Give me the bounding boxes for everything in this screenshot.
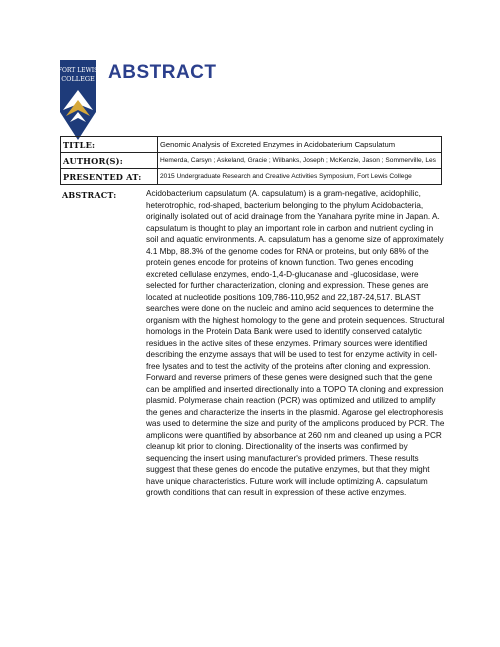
- presented-at-label: PRESENTED AT:: [61, 169, 158, 185]
- title-value: Genomic Analysis of Excreted Enzymes in Acidobaterium Capsulatum: [158, 137, 442, 153]
- fort-lewis-college-logo: [57, 60, 99, 140]
- authors-row: [61, 153, 442, 169]
- svg-text:COLLEGE: COLLEGE: [61, 75, 95, 83]
- authors-value: Hemerda, Carsyn ; Askeland, Gracie ; Wilbanks, Joseph ; McKenzie, Jason ; Sommerville, Les: [158, 153, 442, 169]
- abstract-text: Acidobacterium capsulatum (A. capsulatum) is a gram-negative, acidophilic, heterotrophic, rod-shaped, bacterium belonging to the phylum Acidobacteria, originally isolated out of acid drainage from the Yanahara pyrite mine in Japan. A. capsulatum is thought to play an important role in carbon and nutrient cycling in soil and aquatic environments. A. capsulatum has a genome size of approximately 4.1 Mbp, 88.3% of the genome codes for RNA or proteins, but only 68% of the protein genes encode for proteins of known function. Two genes encoding excreted cellulase enzymes, endo-1,4-D-glucanase and -glucosidase, were selected for further characterization, cloning and expression. These genes are located at nucleotide positions 109,786-110,952 and 22,187-24,517. BLAST searches were done on the nucleic and amino acid sequences to determine the organism with the highest homology to the gene and protein sequences. Structural homologs in the Protein Data Bank were used to identify conserved catalytic residues in the active sites of these enzymes. Primary sources were identified describing the enzyme assays that will be used to test for enzyme activity in cell-free lysates and to test the activity of the proteins after cloning and expression. Forward and reverse primers of these genes were designed such that the gene can be amplified and inserted directionally into a TOPO TA cloning and expression plasmid. Polymerase chain reaction (PCR) was optimized and utilized to amplify the genes and characterize the inserts in the plasmid. Agarose gel electrophoresis was used to determine the size and purity of the amplicons produced by PCR. The amplicons were quantified by absorbance at 260 nm and cleaned up using a PCR cleanup kit prior to cloning. Directionality of the inserts was confirmed by sequencing the insert using manufacturer's provided primers. These results suggest that these genes do encode the putative enzymes, but that they might have unique characteristics. Future work will include optimizing A. capsulatum growth conditions that can result in expression of these active enzymes.: [146, 189, 445, 497]
- authors-label: AUTHOR(S):: [61, 153, 158, 169]
- title-label: TITLE:: [61, 137, 158, 153]
- svg-text:FORT LEWIS: FORT LEWIS: [57, 67, 99, 74]
- presented-at-row: [61, 169, 442, 185]
- page-heading: ABSTRACT: [108, 62, 217, 83]
- abstract-label: ABSTRACT:: [62, 190, 117, 200]
- presented-at-value: 2015 Undergraduate Research and Creative Activities Symposium, Fort Lewis College: [158, 169, 442, 185]
- metadata-table: [60, 136, 442, 185]
- title-row: [61, 137, 442, 153]
